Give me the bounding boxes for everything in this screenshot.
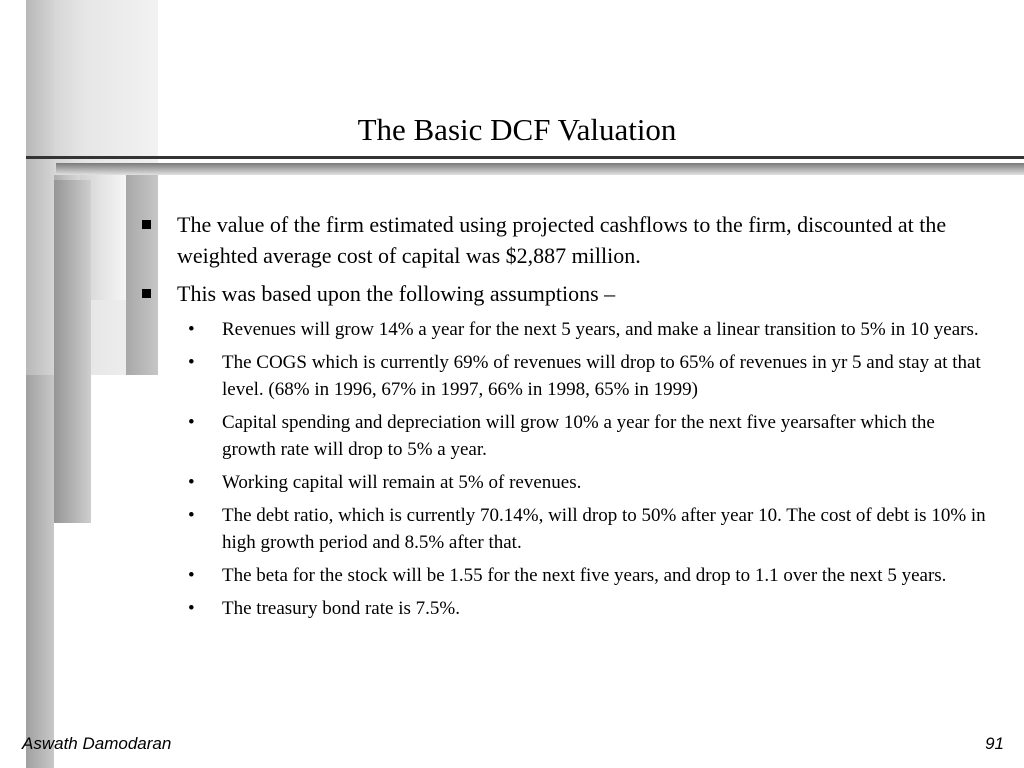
dot-bullet-icon: •: [188, 319, 195, 340]
dot-bullet-icon: •: [188, 412, 195, 433]
dot-bullet-icon: •: [188, 505, 195, 526]
page-number: 91: [985, 734, 1004, 753]
sub-bullet-text: Working capital will remain at 5% of revenues.: [222, 472, 582, 493]
sub-bullet-item: [140, 409, 1000, 463]
dot-bullet-icon: •: [188, 352, 195, 373]
decorative-bar: [49, 180, 91, 523]
dot-bullet-icon: •: [188, 565, 195, 586]
sub-bullet-text: The treasury bond rate is 7.5%.: [222, 598, 460, 619]
decorative-bar: [26, 375, 54, 768]
slide-content: [140, 209, 1000, 628]
sub-bullet-item: [140, 316, 1000, 343]
sub-bullet-item: [140, 562, 1000, 589]
sub-bullet-item: [140, 469, 1000, 496]
bullet-text: This was based upon the following assumptions –: [177, 281, 616, 306]
sub-bullet-item: [140, 349, 1000, 403]
sub-bullet-item: [140, 502, 1000, 556]
slide-title: The Basic DCF Valuation: [357, 112, 677, 147]
sub-bullet-text: The debt ratio, which is currently 70.14%, will drop to 50% after year 10. The cost of debt is 10% in high growth period and 8.5% after that.: [222, 505, 986, 553]
dot-bullet-icon: •: [188, 598, 195, 619]
bullet-item: [140, 278, 1000, 309]
square-bullet-icon: [142, 289, 151, 298]
sub-bullet-text: Revenues will grow 14% a year for the next 5 years, and make a linear transition to 5% in 10 years.: [222, 319, 979, 340]
title-rule: [26, 156, 1024, 159]
square-bullet-icon: [142, 220, 151, 229]
sub-bullet-item: [140, 595, 1000, 622]
dot-bullet-icon: •: [188, 472, 195, 493]
footer-author: Aswath Damodaran: [22, 734, 172, 753]
sub-bullet-text: The beta for the stock will be 1.55 for the next five years, and drop to 1.1 over the next 5 years.: [222, 565, 947, 586]
title-shadow-bar: [56, 163, 1024, 175]
sub-bullet-text: The COGS which is currently 69% of revenues will drop to 65% of revenues in yr 5 and stay at that level. (68% in 1996, 67% in 1997, 66% in 1998, 65% in 1999): [222, 352, 981, 400]
sub-bullet-text: Capital spending and depreciation will grow 10% a year for the next five yearsafter which the growth rate will drop to 5% a year.: [222, 412, 935, 460]
bullet-text: The value of the firm estimated using projected cashflows to the firm, discounted at the weighted average cost of capital was $2,887 million.: [177, 212, 947, 268]
bullet-item: [140, 209, 1000, 271]
